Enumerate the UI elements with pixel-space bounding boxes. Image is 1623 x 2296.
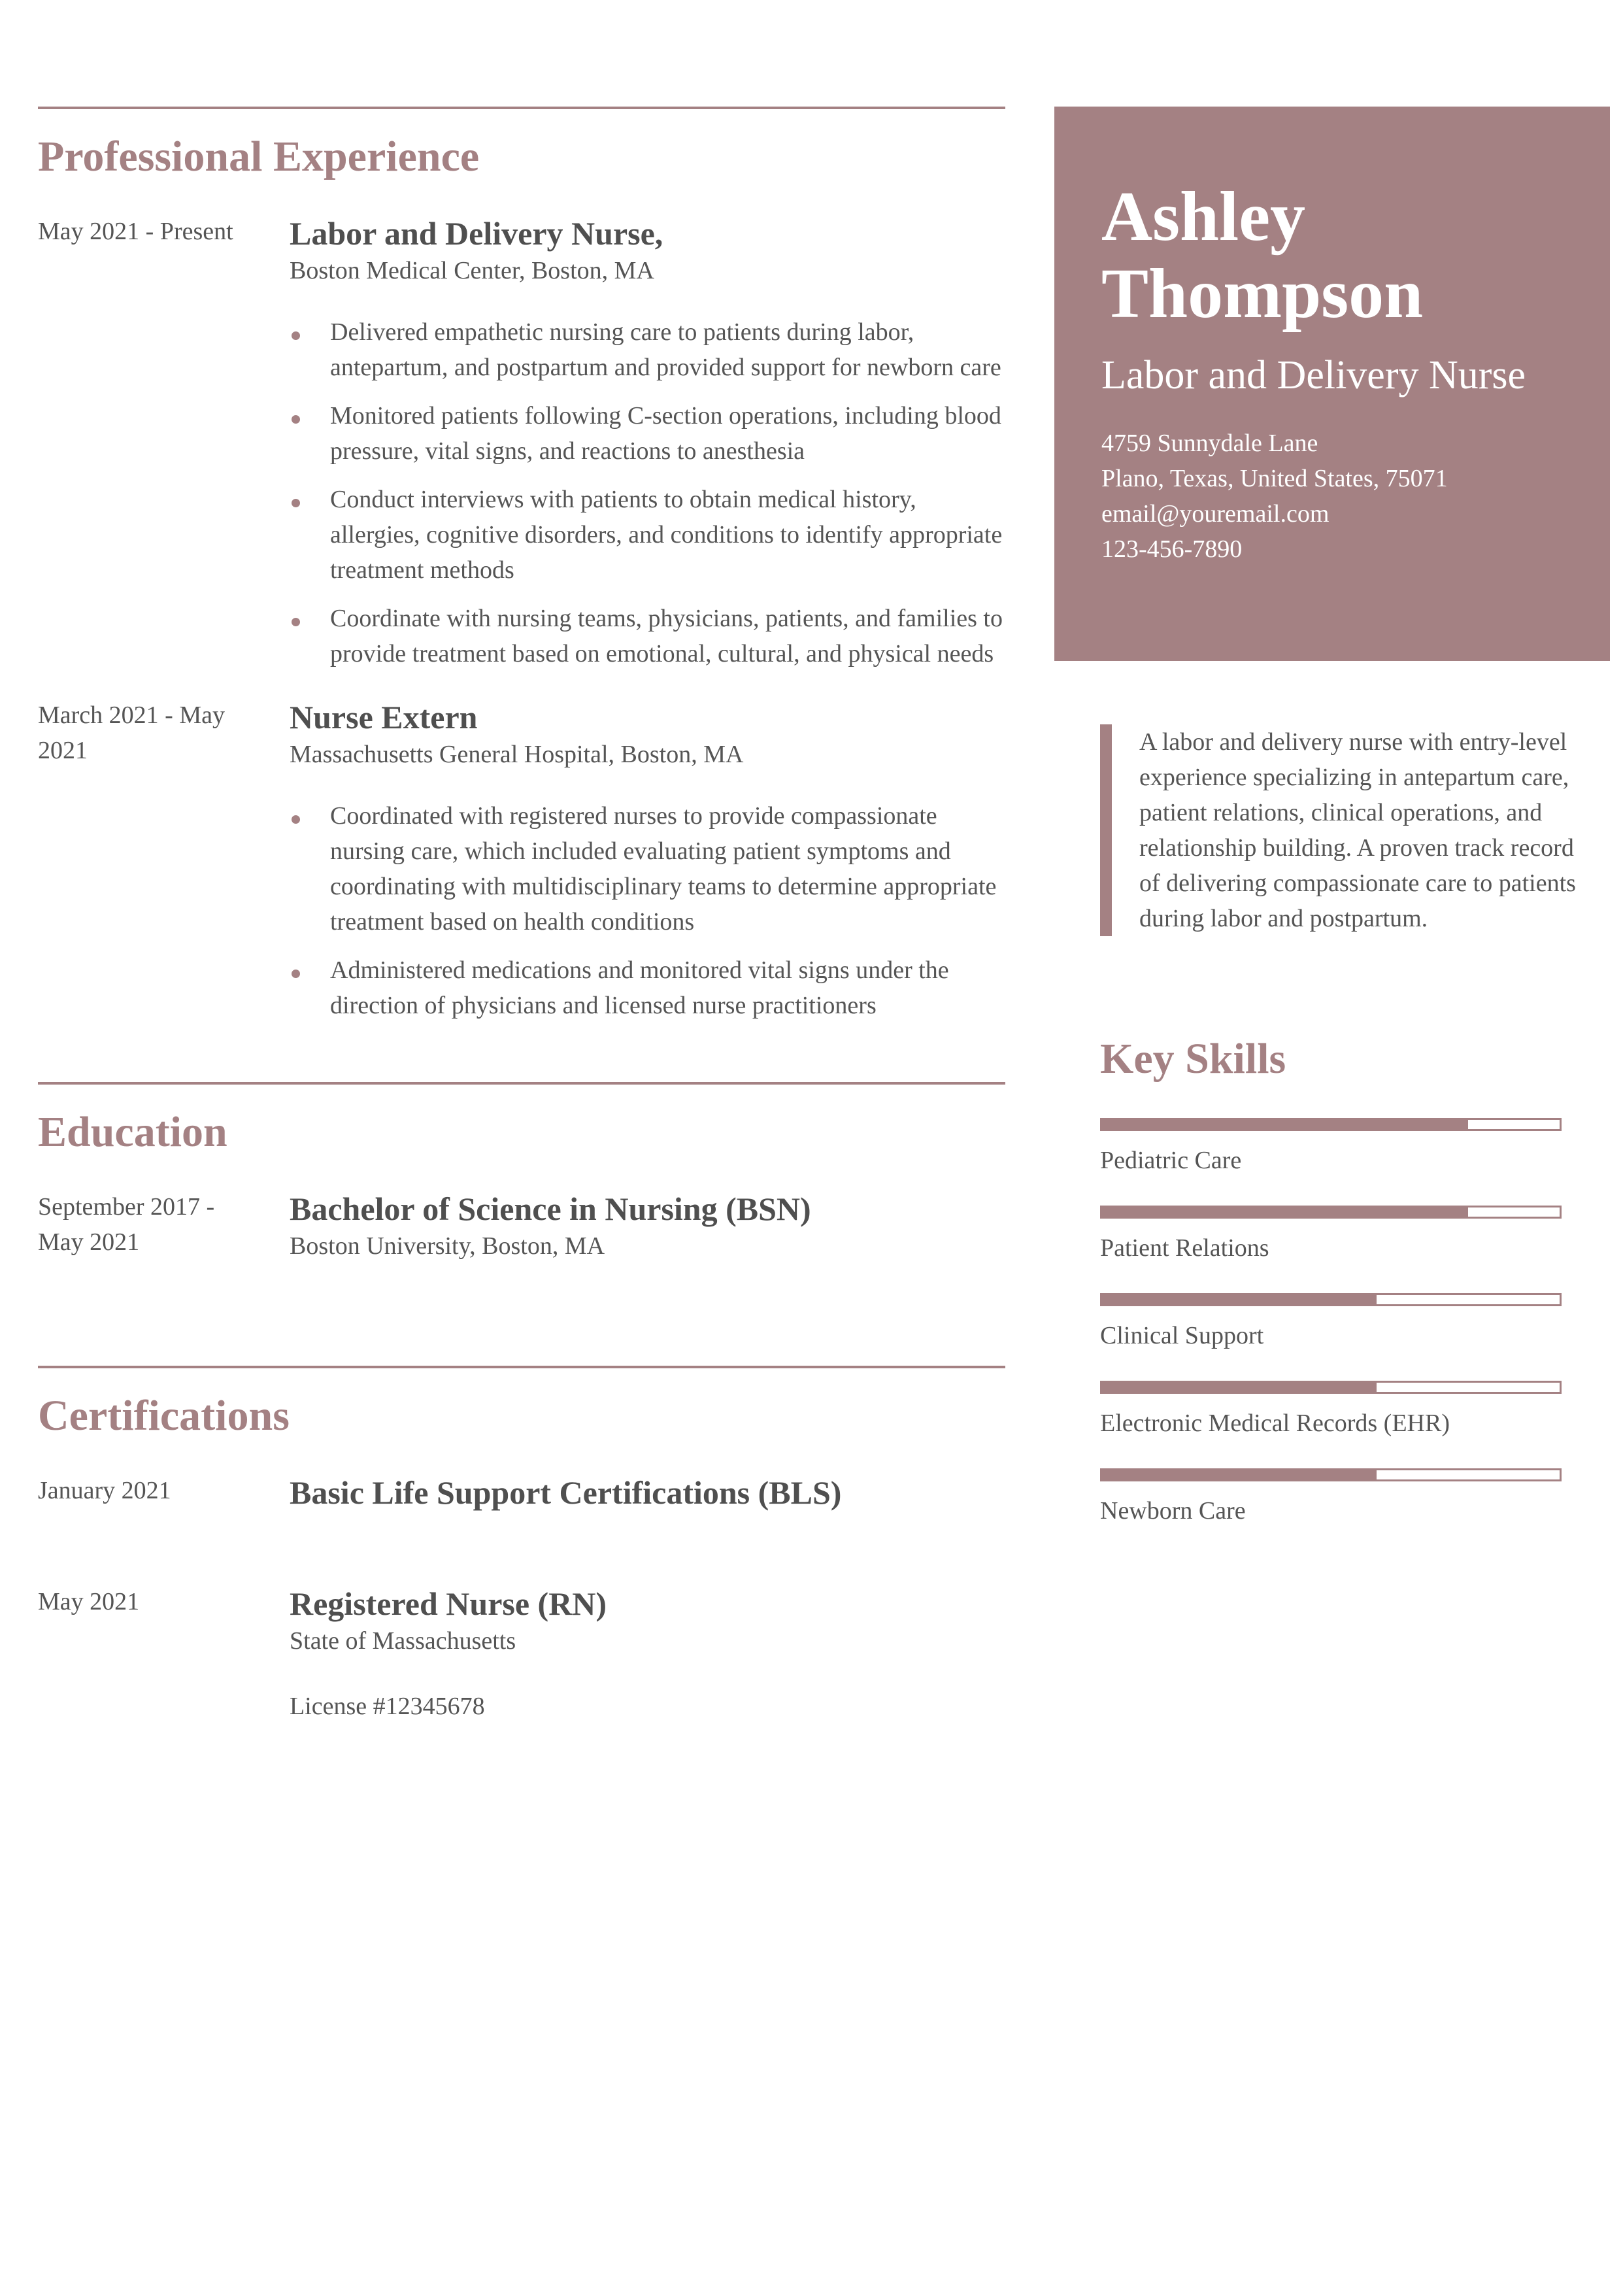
degree-title: Bachelor of Science in Nursing (BSN) (290, 1190, 811, 1227)
certification-issuer: State of Massachusetts (290, 1627, 516, 1655)
skills-list (1100, 1118, 1564, 1528)
bullet-dot-icon (292, 970, 300, 978)
bullet-dot-icon (292, 499, 300, 507)
skill-item (1100, 1293, 1564, 1353)
education-entry (38, 1189, 1005, 1307)
skill-label: Electronic Medical Records (EHR) (1100, 1410, 1450, 1437)
job-org: Boston Medical Center, Boston, MA (290, 257, 654, 284)
section-divider (38, 1366, 1005, 1368)
section-divider (38, 107, 1005, 109)
job-bullets (290, 798, 1005, 1023)
job-org: Massachusetts General Hospital, Boston, MA (290, 741, 744, 768)
certifications-section (38, 1366, 1005, 1724)
certification-title: Registered Nurse (RN) (290, 1585, 607, 1622)
job-date: March 2021 - May 2021 (38, 701, 225, 764)
education-body (290, 1189, 1005, 1264)
certification-title: Basic Life Support Certifications (BLS) (290, 1474, 842, 1511)
section-title-certifications: Certifications (38, 1392, 290, 1440)
bullet-item (290, 953, 1005, 1023)
job-title: Nurse Extern (290, 699, 478, 735)
job-title: Labor and Delivery Nurse, (290, 215, 663, 252)
bullet-dot-icon (292, 618, 300, 626)
skill-level-bar (1100, 1118, 1562, 1131)
education-section (38, 1082, 1005, 1307)
profile-header (1054, 107, 1610, 661)
job-entry (38, 214, 1005, 671)
job-body (290, 698, 1005, 1023)
skill-level-fill (1102, 1383, 1377, 1392)
school-name: Boston University, Boston, MA (290, 1232, 605, 1260)
last-name: Thompson (1101, 255, 1424, 333)
skill-item (1100, 1206, 1564, 1266)
address-line-2: Plano, Texas, United States, 75071 (1101, 465, 1448, 492)
experience-section (38, 107, 1005, 1023)
job-entry (38, 698, 1005, 1023)
bullet-item (290, 314, 1005, 385)
phone: 123-456-7890 (1101, 535, 1243, 563)
certification-date: May 2021 (38, 1588, 140, 1615)
bullet-text: Coordinate with nursing teams, physicians, patients, and families to provide treatment based on emotional, cultural, and physical needs (330, 605, 1003, 667)
bullet-text: Delivered empathetic nursing care to patients during labor, antepartum, and postpartum and provided support for newborn care (330, 318, 1001, 381)
section-title-experience: Professional Experience (38, 133, 480, 180)
bullet-text: Conduct interviews with patients to obtain medical history, allergies, cognitive disorders, and conditions to identify appropriate treatment methods (330, 486, 1003, 584)
skill-level-bar (1100, 1381, 1562, 1394)
certification-entry (38, 1584, 1005, 1724)
education-date: September 2017 - May 2021 (38, 1193, 215, 1256)
license-number: License #12345678 (290, 1693, 485, 1720)
bullet-text: Administered medications and monitored vital signs under the direction of physicians and licensed nurse practitioners (330, 956, 949, 1019)
profile-header-content (1101, 178, 1585, 567)
bullet-dot-icon (292, 415, 300, 424)
skill-item (1100, 1118, 1564, 1178)
skill-level-bar (1100, 1206, 1562, 1219)
job-date: May 2021 - Present (38, 218, 233, 245)
bullet-item (290, 398, 1005, 469)
job-role: Labor and Delivery Nurse (1101, 353, 1526, 397)
main-column (38, 107, 1005, 1724)
bullet-dot-icon (292, 815, 300, 824)
skill-label: Clinical Support (1100, 1322, 1264, 1349)
bullet-item (290, 798, 1005, 939)
skill-level-fill (1102, 1295, 1377, 1304)
skill-label: Newborn Care (1100, 1497, 1246, 1525)
certification-body (290, 1584, 1005, 1724)
job-body (290, 214, 1005, 671)
skill-level-fill (1102, 1120, 1468, 1129)
certification-body (290, 1473, 1005, 1512)
bullet-item (290, 601, 1005, 671)
skills-section (1100, 1033, 1564, 1556)
address-line-1: 4759 Sunnydale Lane (1101, 430, 1318, 457)
section-title-education: Education (38, 1108, 227, 1156)
skill-level-bar (1100, 1293, 1562, 1306)
skill-label: Patient Relations (1100, 1234, 1269, 1262)
skill-item (1100, 1468, 1564, 1528)
bullet-item (290, 482, 1005, 588)
bullet-text: Coordinated with registered nurses to provide compassionate nursing care, which included evaluating patient symptoms and coordinating with multidisciplinary teams to determine appropriate treatment based on health conditions (330, 802, 997, 936)
skill-level-bar (1100, 1468, 1562, 1481)
skill-level-fill (1102, 1207, 1468, 1217)
contact-info (1101, 426, 1585, 567)
section-title-skills: Key Skills (1100, 1035, 1286, 1083)
bullet-text: Monitored patients following C-section operations, including blood pressure, vital signs, and reactions to anesthesia (330, 402, 1001, 465)
job-bullets (290, 314, 1005, 671)
bullet-dot-icon (292, 331, 300, 340)
skill-item (1100, 1381, 1564, 1441)
section-divider (38, 1082, 1005, 1085)
certification-entry (38, 1473, 1005, 1584)
profile-summary: A labor and delivery nurse with entry-level experience specializing in antepartum care, patient relations, clinical operations, and relationship building. A proven track record of delivering compassionate care to patients during labor and postpartum. (1100, 724, 1597, 936)
certification-date: January 2021 (38, 1477, 171, 1504)
skill-label: Pediatric Care (1100, 1147, 1242, 1174)
skill-level-fill (1102, 1470, 1377, 1479)
email: email@youremail.com (1101, 500, 1330, 528)
first-name: Ashley (1101, 178, 1306, 256)
